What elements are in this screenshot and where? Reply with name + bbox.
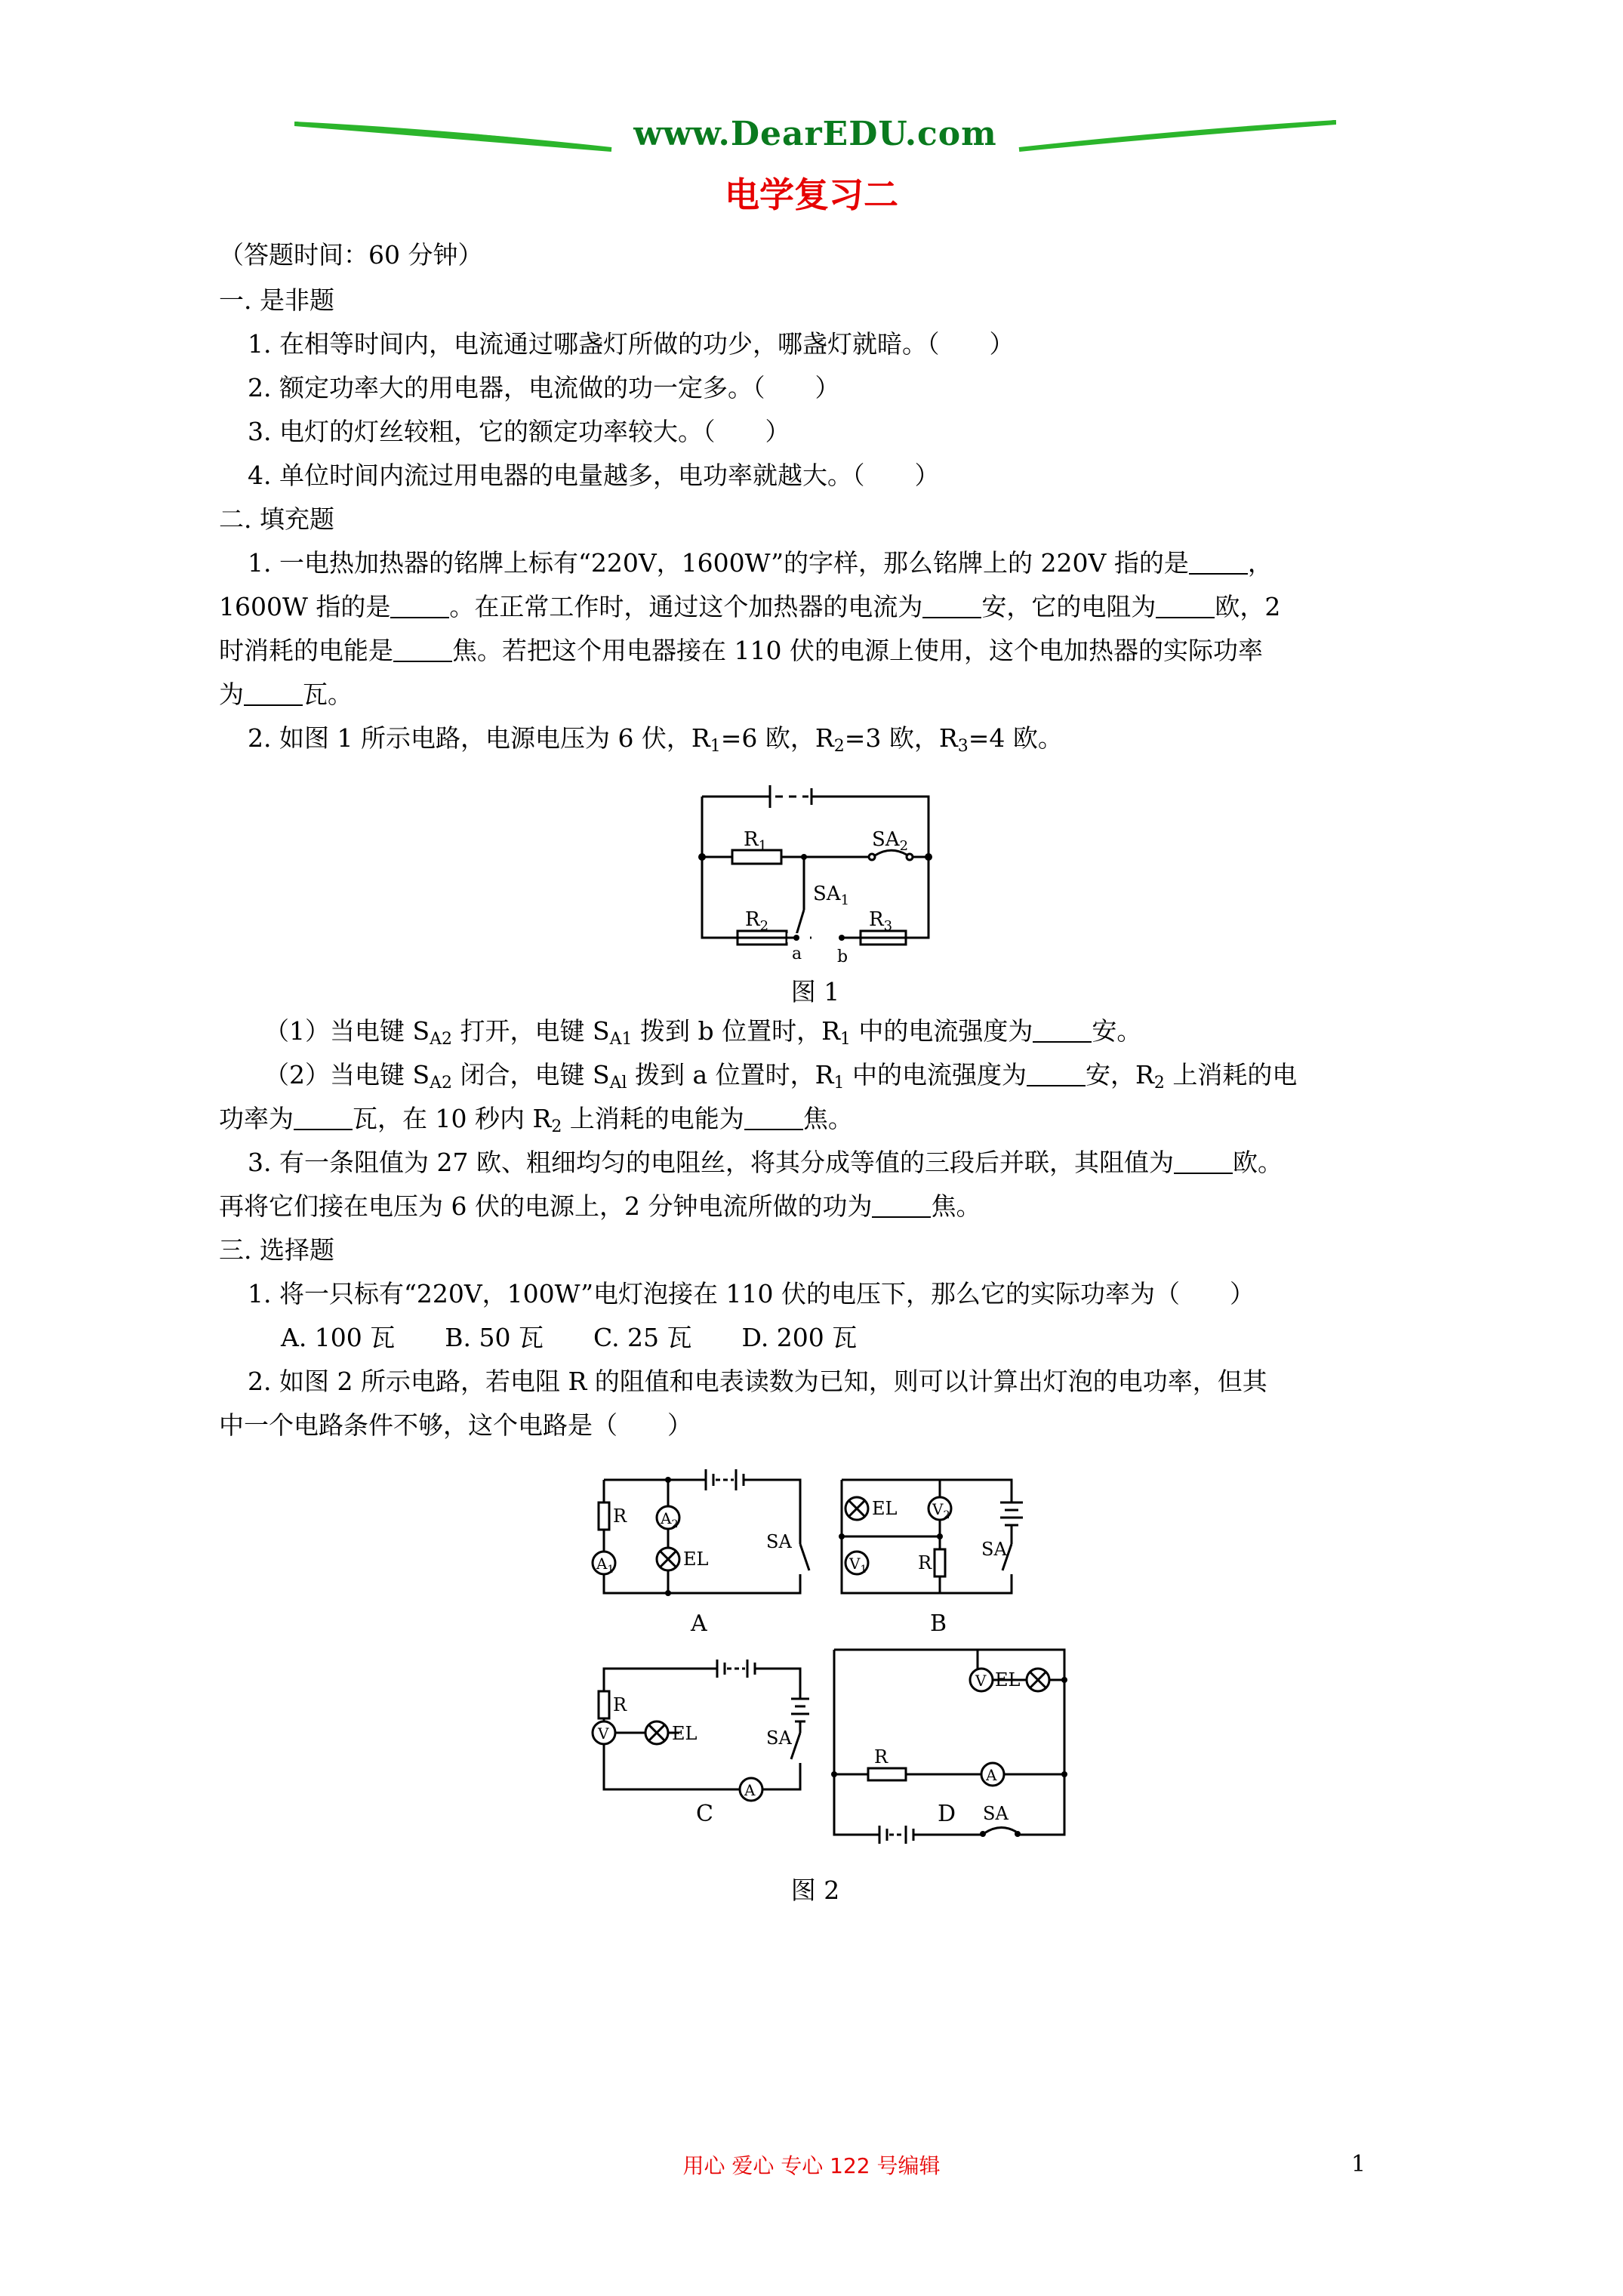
s2-question-3-line-2: 再将它们接在电压为 6 伏的电源上，2 分钟电流所做的功为 焦。 [219,1191,981,1221]
circuit-a-ammeter-1: $A_1$ [596,1555,614,1576]
time-note: （答题时间：60 分钟） [219,240,483,270]
s1-question-1: 1. 在相等时间内，电流通过哪盏灯所做的功少，哪盏灯就暗。（ ） [248,329,1015,359]
fig1-r1-label: $R_1$ [744,828,768,854]
s1-question-2: 2. 额定功率大的用电器，电流做的功一定多。（ ） [248,373,840,402]
circuit-c-sa-label: SA [766,1727,792,1749]
page-title: 电学复习二 [725,174,898,215]
circuit-c-el-label: EL [672,1723,698,1744]
section-heading-1: 一. 是非题 [219,285,334,315]
answer-blank[interactable] [294,1106,353,1130]
s1-question-3: 3. 电灯的灯丝较粗，它的额定功率较大。（ ） [248,417,790,446]
fig1-terminal-b: b [837,948,848,966]
circuit-a-el-label: EL [683,1549,709,1570]
circuit-a-ammeter-2: $A_2$ [661,1509,679,1530]
s2-question-3-line-1: 3. 有一条阻值为 27 欧、粗细均匀的电阻丝，将其分成等值的三段后并联，其阻值为 欧。 [248,1148,1283,1177]
site-banner [294,112,1336,165]
circuit-d-caption: D [938,1801,956,1827]
answer-blank[interactable] [393,638,452,662]
s3-question-1: 1. 将一只标有“220V，100W”电灯泡接在 110 伏的电压下，那么它的实际功率为（ ） [248,1279,1255,1308]
s3-question-2-line-2: 中一个电路条件不够，这个电路是（ ） [219,1410,692,1440]
figure-1-circuit [691,778,940,966]
figure-2-caption: 图 2 [790,1875,840,1905]
answer-blank[interactable] [744,1106,803,1130]
circuit-a-sa-label: SA [766,1531,792,1552]
s3-question-1-options: A. 100 瓦 B. 50 瓦 C. 25 瓦 D. 200 瓦 [281,1323,858,1352]
s2-question-1-line-2: 1600W 指的是 。在正常工作时，通过这个加热器的电流为 安，它的电阻为 欧，2 [219,592,1281,621]
answer-blank[interactable] [390,594,449,618]
section-heading-2: 二. 填充题 [219,504,334,534]
circuit-a-caption: A [691,1610,707,1637]
circuit-c-r-label: R [613,1694,627,1715]
circuit-b-caption: B [930,1610,947,1637]
circuit-b-voltmeter-2: $V_2$ [932,1500,950,1521]
page-number: 1 [1351,2151,1366,2177]
circuit-d-sa-label: SA [983,1803,1009,1824]
circuit-d-el-label: EL [995,1669,1021,1690]
s2-question-2: 2. 如图 1 所示电路，电源电压为 6 伏，$R_1=6$ 欧，$R_2=3$ 欧，$R_3=4$ 欧。 [248,723,1063,756]
circuit-b-sa-label: SA [981,1539,1007,1560]
circuit-d-ammeter: A [986,1766,997,1784]
figure-2-circuits [581,1465,1079,1857]
circuit-b-r-label: R [918,1552,932,1573]
answer-blank[interactable] [1156,594,1215,618]
circuit-a-r-label: R [613,1505,627,1527]
s3-question-2-line-1: 2. 如图 2 所示电路，若电阻 R 的阻值和电表读数为已知，则可以计算出灯泡的电功率，但其 [248,1367,1267,1396]
circuit-c-voltmeter: V [598,1724,609,1743]
s2-question-1-line-4: 为 瓦。 [219,680,353,709]
section-heading-3: 三. 选择题 [219,1235,334,1265]
s2-question-1-line-1: 1. 一电热加热器的铭牌上标有“220V，1600W”的字样，那么铭牌上的 220V 指的是 ， [248,548,1273,578]
answer-blank[interactable] [1033,1019,1092,1043]
circuit-d-voltmeter: V [975,1672,987,1690]
s2-question-2-part-1: （1）当电键 $S_{A2}$ 打开，电键 $S_{A1}$ 拨到 b 位置时，$R_1$ 中的电流强度为 安。 [264,1016,1142,1049]
answer-blank[interactable] [244,682,303,706]
circuit-d-r-label: R [874,1746,888,1767]
circuit-b [842,1480,1023,1593]
answer-blank[interactable] [872,1194,931,1218]
s2-question-1-line-3: 时消耗的电能是 焦。若把这个用电器接在 110 伏的电源上使用，这个电加热器的实际功率 [219,636,1263,665]
figure-1-caption: 图 1 [790,977,840,1006]
s2-question-2-part-2-line-2: 功率为 瓦，在 10 秒内 $R_2$ 上消耗的电能为 焦。 [219,1104,853,1136]
site-name: www.DearEDU.com [633,115,997,153]
footer-text: 用心 爱心 专心 122 号编辑 [682,2153,941,2178]
fig1-terminal-a: a [792,945,802,963]
circuit-c-ammeter: A [744,1781,756,1799]
s2-question-2-part-2-line-1: （2）当电键 $S_{A2}$ 闭合，电键 $S_{Al}$ 拨到 a 位置时，$R_1$ 中的电流强度为 安，$R_2$ 上消耗的电 [264,1060,1298,1093]
circuit-b-el-label: EL [872,1498,898,1519]
answer-blank[interactable] [1174,1150,1233,1174]
answer-blank[interactable] [1189,550,1248,575]
circuit-c-caption: C [696,1801,713,1827]
answer-blank[interactable] [1027,1062,1086,1086]
fig1-r2-label: $R_2$ [745,908,769,934]
fig1-sa2-label: $SA_2$ [872,828,909,854]
s1-question-4: 4. 单位时间内流过用电器的电量越多，电功率就越大。（ ） [248,461,940,490]
circuit-b-voltmeter-1: $V_1$ [849,1555,867,1576]
answer-blank[interactable] [922,594,981,618]
fig1-r3-label: $R_3$ [869,908,893,934]
fig1-sa1-label: $SA_1$ [813,883,850,908]
